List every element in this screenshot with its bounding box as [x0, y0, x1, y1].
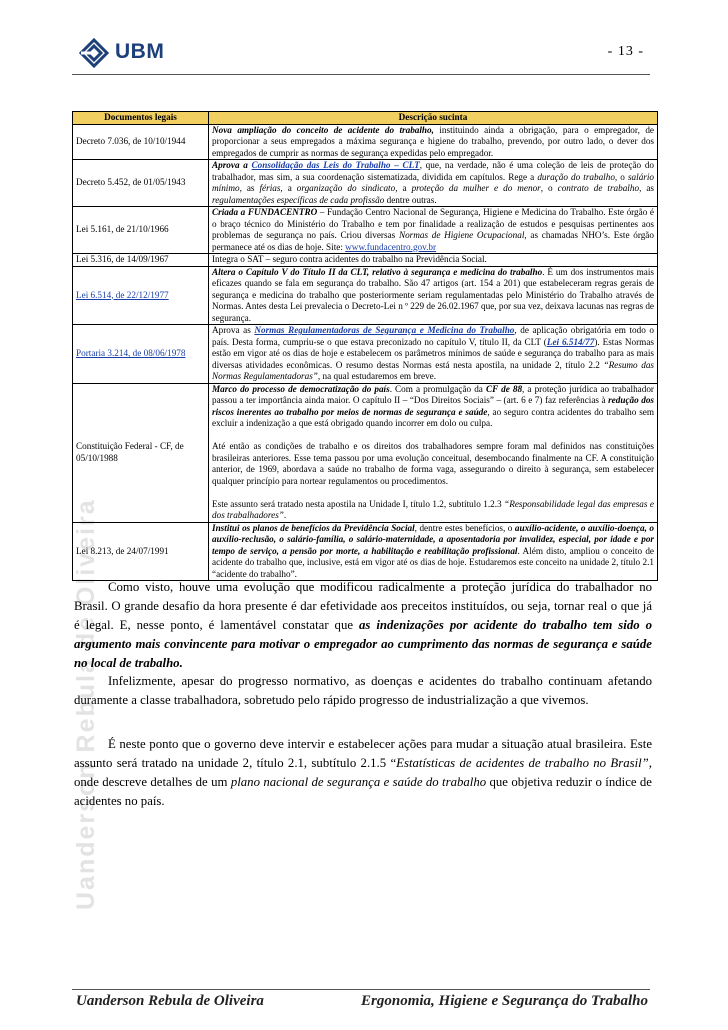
text-run: Nova ampliação do conceito de acidente do trabalho, [212, 124, 434, 135]
paragraph-3 [74, 735, 652, 811]
text-run: , o [540, 183, 558, 193]
text-run: duração do trabalho [537, 171, 615, 182]
document-cell [73, 383, 209, 522]
text-run: , as [639, 183, 654, 193]
text-run[interactable]: Consolidação das Leis do Trabalho – CLT [251, 160, 420, 170]
description-cell [209, 207, 658, 254]
description-cell [209, 325, 658, 384]
table-row [73, 124, 658, 160]
footer-rule [72, 989, 650, 990]
table-row [73, 207, 658, 254]
header-documentos: Documentos legais [73, 112, 209, 125]
table-header-row [73, 112, 658, 125]
document-name: Lei 5.161, de 21/10/1966 [76, 224, 169, 235]
text-run: , o [614, 171, 628, 182]
text-run: , ao seguro contra acidentes do trabalho sem excluir a indenização a que está obrigado quando incorrer em dolo ou culpa. [212, 406, 655, 428]
table-row [73, 254, 658, 267]
text-run: CF de 88 [485, 383, 523, 394]
document-cell [73, 124, 209, 160]
text-run: Como visto, houve uma evolução que modificou radicalmente a proteção jurídica do trabalhador no Brasil. O grande desafio da hora presente é dar efetividade aos preceitos instituídos, ou seja, tornar real o que já é legal. E, nesse ponto, é lamentável constatar que [74, 580, 652, 632]
text-run: É neste ponto que o governo deve intervir e estabelecer ações para mudar a situação atual brasileira. Este assunto será tratado na unidade 2, título 2.1, subtítulo 2.1.5 “ [74, 737, 652, 770]
paragraph-1-text [74, 580, 652, 670]
text-run: , as chamadas NHO’s. Este órgão permanece até os dias de hoje. Site: [212, 230, 654, 252]
footer-course: Ergonomia, Higiene e Segurança do Trabalho [361, 993, 648, 1009]
text-run: Integra o SAT – seguro contra acidentes do trabalho na Previdência Social. [212, 254, 487, 264]
text-run: Criada a FUNDACENTRO [212, 207, 318, 217]
text-run: dentre outras. [384, 194, 437, 205]
document-cell [73, 160, 209, 207]
document-name: Constituição Federal - CF, de 05/10/1988 [76, 441, 184, 463]
text-run[interactable]: Normas Regulamentadoras de Segurança e Medicina do Trabalho [254, 325, 515, 335]
text-run: – Fundação Centro Nacional de Segurança, Higiene e Medicina do Trabalho. Este órgão é o braço técnico do Ministério do Trabalho e tem por finalidade a realização de estudos e pesquisas pertinentes aos problemas de segurança no país. Criou diversas [212, 207, 655, 240]
logo-text: UBM [115, 40, 165, 63]
text-run: Normas de Higiene Ocupacional [398, 230, 525, 240]
footer-author: Uanderson Rebula de Oliveira [76, 993, 264, 1009]
text-run: , a [395, 183, 412, 193]
description-cell [209, 160, 658, 207]
text-run: Este assunto será tratado nesta apostila na Unidade I, título 1.2, subtítulo 1.2.3 [212, 498, 505, 509]
ubm-logo-icon [78, 38, 110, 68]
document-name: Decreto 5.452, de 01/05/1943 [76, 177, 186, 188]
table-row [73, 266, 658, 325]
paragraph-1 [74, 578, 652, 673]
text-run: , as [239, 183, 260, 193]
text-run: , de aplicação obrigatória em todo o país. Desta forma, cumpriu-se o que estava preconizado no capítulo V, título II, da CLT ( [212, 325, 654, 347]
document-name: Lei 8.213, de 24/07/1991 [76, 545, 169, 556]
table-row [73, 522, 658, 581]
paragraph-2 [74, 672, 652, 710]
description-cell [209, 266, 658, 325]
text-run: Institui os planos de benefícios da Previdência Social [212, 522, 415, 533]
document-cell[interactable] [73, 266, 209, 325]
text-run: “Resumo das Normas Regulamentadoras” [212, 359, 654, 381]
text-run[interactable]: Lei 6.514/77 [546, 336, 595, 347]
text-run: onde descreve detalhes de um [74, 775, 231, 789]
text-run: , dentre estes benefícios, o [414, 522, 515, 533]
text-run: . Com a promulgação da [389, 383, 486, 394]
text-run: redução dos riscos inerentes ao trabalho por meios de normas de segurança e saúde [212, 395, 654, 417]
text-run[interactable]: www.fundacentro.gov.br [345, 241, 437, 252]
text-run: proteção da mulher e do menor [411, 183, 541, 193]
header-rule [72, 74, 650, 75]
text-run: Aprova as [212, 325, 255, 335]
description-cell [209, 254, 658, 267]
text-run: Estatísticas de acidentes de trabalho no Brasil”, [396, 756, 653, 770]
text-run: que objetiva reduzir o índice de acidentes no país. [74, 775, 652, 808]
legal-documents-table [72, 111, 658, 581]
text-run: . Além disto, ampliou o conceito de acidente do trabalho que, inclusive, está em vigor até os dias de hoje. Estudaremos este conceito na unidade 2, título 2.1 “acidente do trabalho”. [212, 545, 654, 579]
document-name: Decreto 7.036, de 10/10/1944 [76, 136, 186, 146]
text-run: Infelizmente, apesar do progresso normativo, as doenças e acidentes do trabalho continuam afetando duramente a classe trabalhadora, sobretudo pelo rápido progresso de industrialização a que vivemos. [74, 674, 652, 707]
description-cell [209, 383, 658, 522]
text-run: contrato de trabalho [557, 183, 640, 193]
document-cell [73, 522, 209, 581]
description-cell [209, 124, 658, 160]
text-run: Altera o Capítulo V do Título II da CLT, relativo à segurança e medicina do trabalho [212, 266, 543, 277]
document-name[interactable]: Lei 6.514, de 22/12/1977 [76, 289, 169, 300]
paragraph-2-text [74, 674, 652, 707]
table-row [73, 160, 658, 207]
document-name: Lei 5.316, de 14/09/1967 [76, 254, 169, 264]
page-number: - 13 - [607, 44, 644, 59]
text-run: , a proteção jurídica ao trabalhador passou a ter importância ainda maior. O capítulo II – “Dos Direitos Sociais” – (art. 6 e 7) faz referências à [212, 383, 654, 405]
table-row [73, 325, 658, 384]
text-run: , a [280, 183, 297, 193]
text-run: ). Estas Normas estão em vigor até os dias de hoje e estabelecem os parâmetros mínimos de saúde e segurança do trabalho para as mais diversas atividades econômicas. O resumo destas Normas está nesta apostila, na unidade 2, título 2.2 [212, 336, 654, 370]
text-run: salário mínimo [212, 171, 655, 193]
table-body [73, 124, 658, 581]
document-name[interactable]: Portaria 3.214, de 08/06/1978 [76, 348, 186, 358]
table-row [73, 383, 658, 522]
description-cell [209, 522, 658, 581]
text-run: Aprova a [212, 160, 252, 170]
text-run: plano nacional de segurança e saúde do trabalho [230, 775, 487, 789]
text-run: , na qual estudaremos em breve. [317, 371, 437, 381]
text-run: . É um dos instrumentos mais eficazes quando se fala em segurança do trabalho. São 47 artigos (art. 154 a 201) que estabeleceram regras gerais de segurança e medicina do trabalho que posteriormente seriam regulamentadas pelo Ministério do Trabalho através de Normas. Antes desta Lei prevalecia o Decreto-Lei n º 229 de 26.02.1967 que, por sua vez, deixava lacunas nas regras de segurança. [212, 266, 654, 323]
document-cell [73, 254, 209, 267]
text-run: , que, na verdade, não é uma coleção de leis de proteção do trabalhador, mas sim, a sua coordenação sistematizada, dividida em capítulos. Rege a [212, 160, 655, 182]
text-run: instituindo ainda a obrigação, para o empregador, de proporcionar a seus empregados a máxima segurança e higiene do trabalho, prevendo, por outro lado, o dever dos empregados de cumprir as normas de segurança expedidas pelo empregador. [212, 124, 654, 158]
document-cell[interactable] [73, 325, 209, 384]
document-cell [73, 207, 209, 254]
text-run: Até então as condições de trabalho e os direitos dos trabalhadores sempre foram mal definidos nas constituições brasileiras anteriores. Esse tema passou por uma evolução conceitual, desembocando finalmente na CF. A constituição anterior, de 1969, abordava a saúde no trabalho de forma vaga, assegurando o direito à segurança, sem estabelecer qualquer princípio para nortear regulamentos ou procedimentos. [212, 441, 654, 486]
text-run: férias [259, 183, 281, 193]
text-run: Marco do processo de democratização do país [212, 383, 390, 394]
text-run: . [283, 510, 287, 520]
text-run: auxílio-acidente, o auxílio-doença, o auxílio-reclusão, o salário-família, o salário-maternidade, a aposentadoria por invalidez, especial, por idade e por tempo de serviço, a pensão por morte, a habilitação e reabilitação profissional [212, 522, 654, 556]
paragraph-3-text [74, 737, 652, 808]
text-run: “Responsabilidade legal das empresas e dos trabalhadores” [212, 498, 654, 520]
header-descricao: Descrição sucinta [209, 112, 658, 125]
text-run: organização do sindicato [296, 183, 396, 193]
ubm-logo [78, 38, 228, 68]
text-run: as indenizações por acidente do trabalho tem sido o argumento mais convincente para motivar o empregador ao cumprimento das normas de segurança e saúde no local de trabalho. [74, 618, 652, 670]
watermark-text: Uanderson Rebula de Oliveira [72, 498, 100, 910]
text-run: regulamentações específicas de cada profissão [212, 194, 385, 205]
